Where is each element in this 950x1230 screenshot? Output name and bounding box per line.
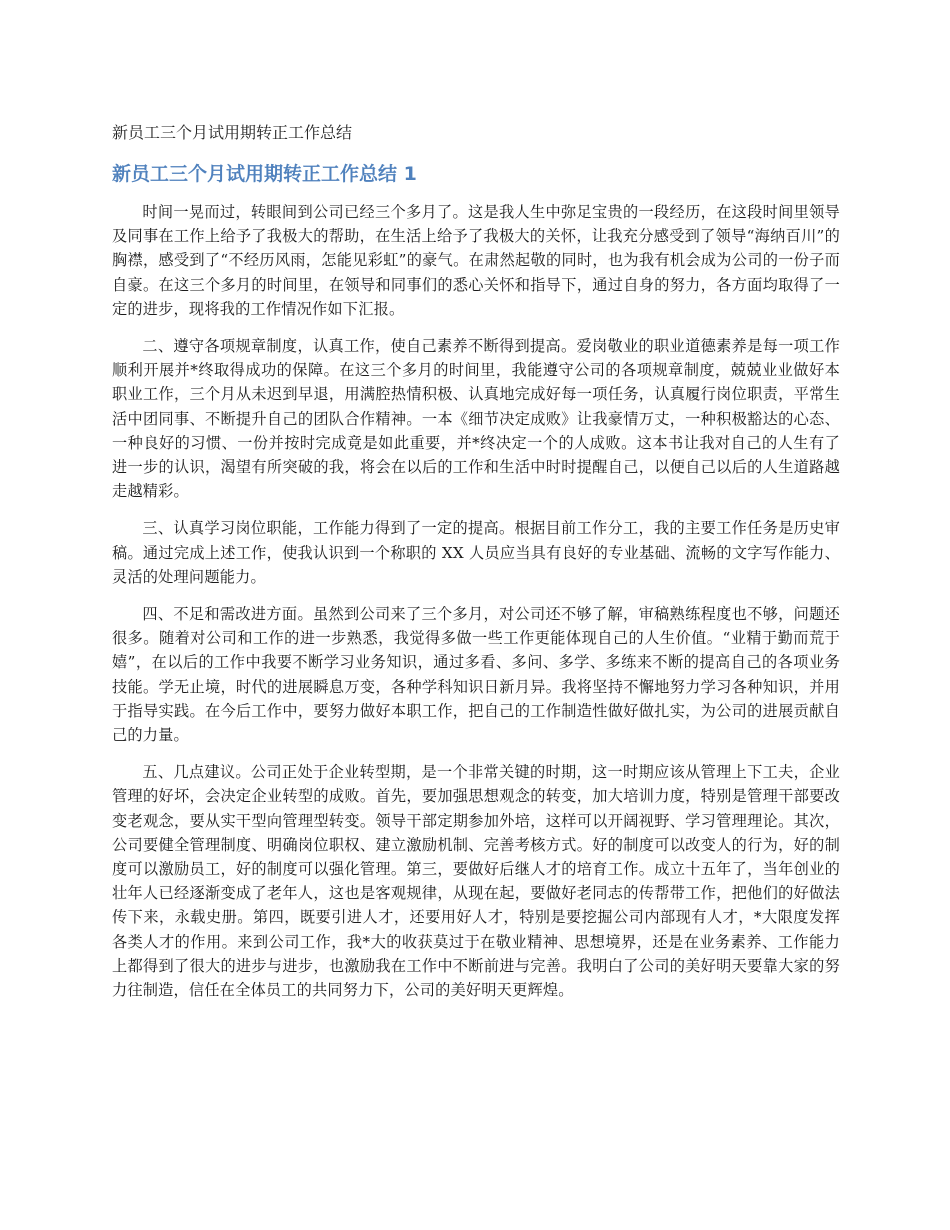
paragraph-suggestions: 五、几点建议。公司正处于企业转型期，是一个非常关键的时期，这一时期应该从管理上下工夫，企业管理的好坏，会决定企业转型的成败。首先，要加强思想观念的转变，加大培训力度，特别是管理干部要改变老观念，要从实干型向管理型转变。领导干部定期参加外培，这样可以开阔视野、学习管理理论。其次，公司要健全管理制度、明确岗位职权、建立激励机制、完善考核方式。好的制度可以改变人的行为，好的制度可以激励员工，好的制度可以强化管理。第三，要做好后继人才的培育工作。成立十五年了，当年创业的壮年人已经逐渐变成了老年人，这也是客观规律，从现在起，要做好老同志的传帮带工作，把他们的好做法传下来，永载史册。第四，既要引进人才，还要用好人才，特别是要挖掘公司内部现有人才，*大限度发挥各类人才的作用。来到公司工作，我*大的收获莫过于在敬业精神、思想境界，还是在业务素养、工作能力上都得到了很大的进步与进步，也激励我在工作中不断前进与完善。我明白了公司的美好明天要靠大家的努力往制造，信任在全体员工的共同努力下，公司的美好明天更辉煌。 [112,763,840,1000]
paragraph-rules: 二、遵守各项规章制度，认真工作，使自己素养不断得到提高。爱岗敬业的职业道德素养是每一项工作顺利开展并*终取得成功的保障。在这三个多月的时间里，我能遵守公司的各项规章制度，兢兢业业做好本职业工作，三个月从未迟到早退，用满腔热情积极、认真地完成好每一项任务，认真履行岗位职责，平常生活中团同事、不断提升自己的团队合作精神。一本《细节决定成败》让我豪情万丈，一种积极豁达的心态、一种良好的习惯、一份并按时完成竟是如此重要，并*终决定一个的人成败。这本书让我对自己的人生有了进一步的认识，渴望有所突破的我，将会在以后的工作和生活中时时提醒自己，以便自己以后的人生道路越走越精彩。 [112,337,840,501]
paragraph-learning: 三、认真学习岗位职能，工作能力得到了一定的提高。根据目前工作分工，我的主要工作任务是历史审稿。通过完成上述工作，使我认识到一个称职的 XX 人员应当具有良好的专业基础、流畅的文字写作能力、灵活的处理问题能力。 [112,519,840,586]
document-title: 新员工三个月试用期转正工作总结 [112,123,353,142]
paragraph-improvement: 四、不足和需改进方面。虽然到公司来了三个多月，对公司还不够了解，审稿熟练程度也不够，问题还很多。随着对公司和工作的进一步熟悉，我觉得多做一些工作更能体现自己的人生价值。“业精于勤而荒于嬉”，在以后的工作中我要不断学习业务知识，通过多看、多问、多学、多练来不断的提高自己的各项业务技能。学无止境，时代的进展瞬息万变，各种学科知识日新月异。我将坚持不懈地努力学习各种知识，并用于指导实践。在今后工作中，要努力做好本职工作，把自己的工作制造性做好做扎实，为公司的进展贡献自己的力量。 [112,605,840,745]
paragraph-intro: 时间一晃而过，转眼间到公司已经三个多月了。这是我人生中弥足宝贵的一段经历，在这段时间里领导及同事在工作上给予了我极大的帮助，在生活上给予了我极大的关怀，让我充分感受到了领导“海纳百川”的胸襟，感受到了“不经历风雨，怎能见彩虹”的豪气。在肃然起敬的同时，也为我有机会成为公司的一份子而自豪。在这三个多月的时间里，在领导和同事们的悉心关怀和指导下，通过自身的努力，各方面均取得了一定的进步，现将我的工作情况作如下汇报。 [112,203,840,318]
document-page [112,120,840,1015]
section-heading: 新员工三个月试用期转正工作总结 1 [112,163,417,185]
